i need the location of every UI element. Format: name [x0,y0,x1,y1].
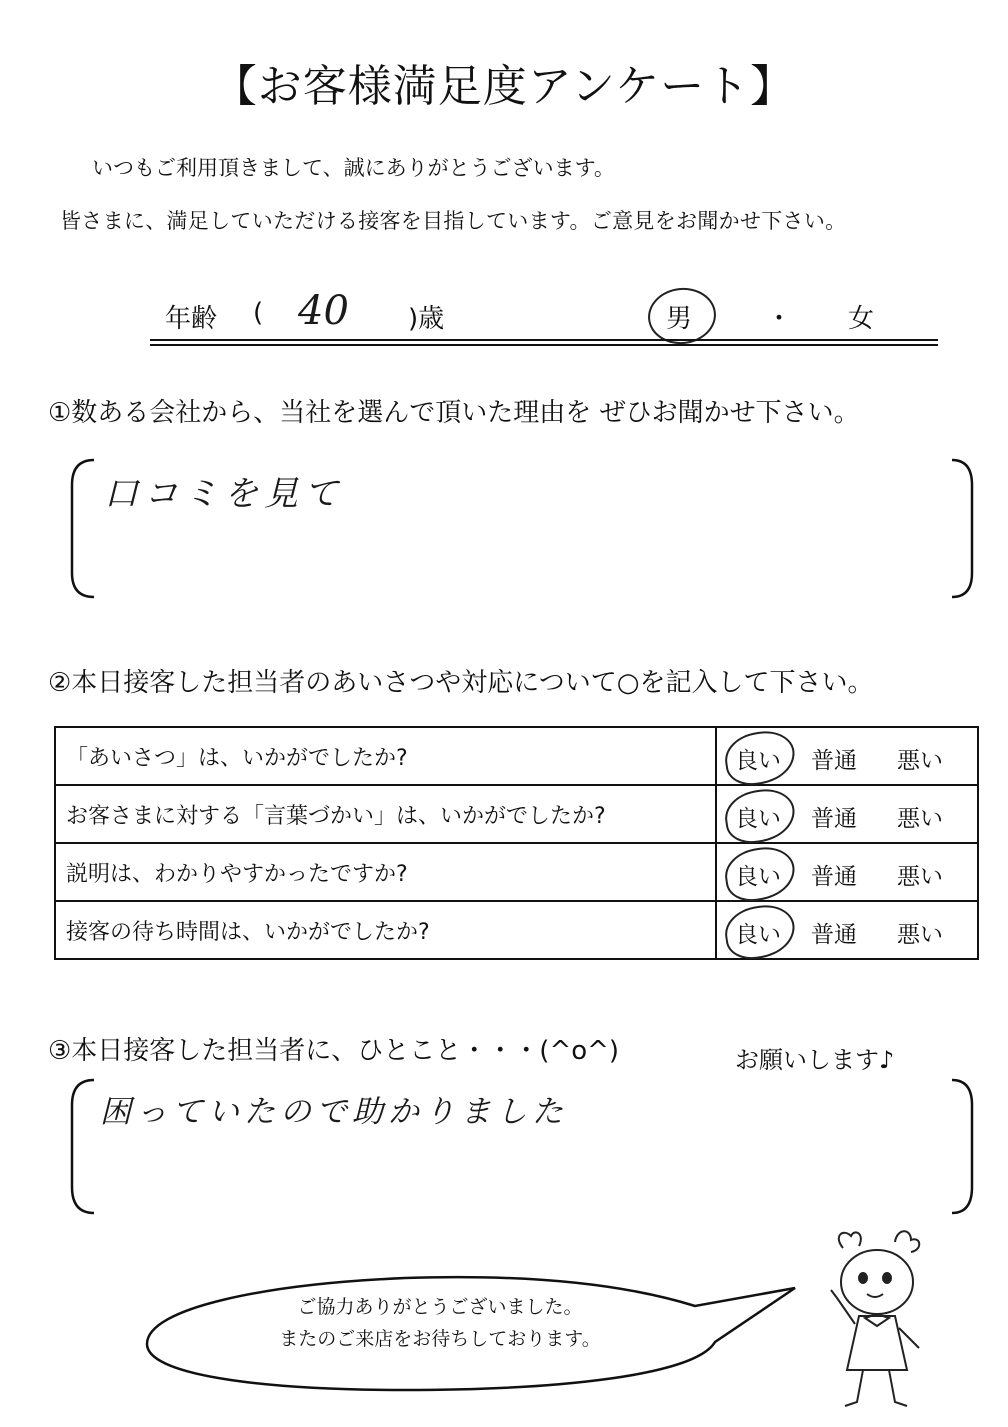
option-good[interactable]: 良い [735,806,781,832]
profile-underline-2 [150,344,938,346]
closing-line-2: またのご来店をお待ちしております。 [279,1328,601,1350]
request-note: お願いします♪ [735,1046,895,1074]
rating-question: お客さまに対する「言葉づかい」は、いかがでしたか? [55,785,716,843]
rating-question: 説明は、わかりやすかったですか? [55,843,716,901]
rating-row-language [55,785,978,843]
option-good[interactable]: 良い [735,922,781,948]
rating-row-greeting [55,727,978,785]
rating-row-explanation [55,843,978,901]
option-bad[interactable]: 悪い [897,864,943,890]
question-2: ②本日接客した担当者のあいさつや対応について○を記入して下さい。 [48,668,874,698]
rating-options [716,727,978,785]
option-bad[interactable]: 悪い [897,922,943,948]
gender-female[interactable]: 女 [848,304,875,334]
age-open-paren: ( [253,298,264,328]
option-average[interactable]: 普通 [811,922,857,948]
rating-options [716,843,978,901]
rating-row-waiting-time [55,901,978,959]
rating-options [716,901,978,959]
option-good[interactable]: 良い [735,864,781,890]
profile-underline-1 [150,339,938,341]
mascot-illustration [815,1220,950,1420]
option-average[interactable]: 普通 [811,806,857,832]
question-3: ③本日接客した担当者に、ひとこと・・・(^o^) [48,1036,620,1066]
age-value-handwritten[interactable]: 40 [298,288,349,334]
question-1: ①数ある会社から、当社を選んで頂いた理由を ぜひお聞かせ下さい。 [48,398,860,428]
gender-male[interactable]: 男 [666,304,693,334]
option-bad[interactable]: 悪い [897,806,943,832]
rating-table [54,726,979,960]
age-label: 年齢 [165,304,218,334]
answer-1-handwritten[interactable]: 口コミを見て [104,474,344,514]
intro-line-2: 皆さまに、満足していただける接客を目指しています。ご意見をお聞かせ下さい。 [60,209,847,233]
rating-options [716,785,978,843]
answer-3-handwritten[interactable]: 困っていたので助かりました [100,1094,568,1130]
option-average[interactable]: 普通 [811,864,857,890]
intro-line-1: いつもご利用頂きまして、誠にありがとうございます。 [92,156,615,180]
option-good[interactable]: 良い [735,748,781,774]
age-close-paren: )歳 [408,304,445,334]
gender-separator: ・ [766,304,793,334]
closing-line-1: ご協力ありがとうございました。 [297,1296,583,1318]
option-bad[interactable]: 悪い [897,748,943,774]
survey-title: 【お客様満足度アンケート】 [212,61,796,112]
rating-question: 接客の待ち時間は、いかがでしたか? [55,901,716,959]
option-average[interactable]: 普通 [811,748,857,774]
rating-question: 「あいさつ」は、いかがでしたか? [55,727,716,785]
